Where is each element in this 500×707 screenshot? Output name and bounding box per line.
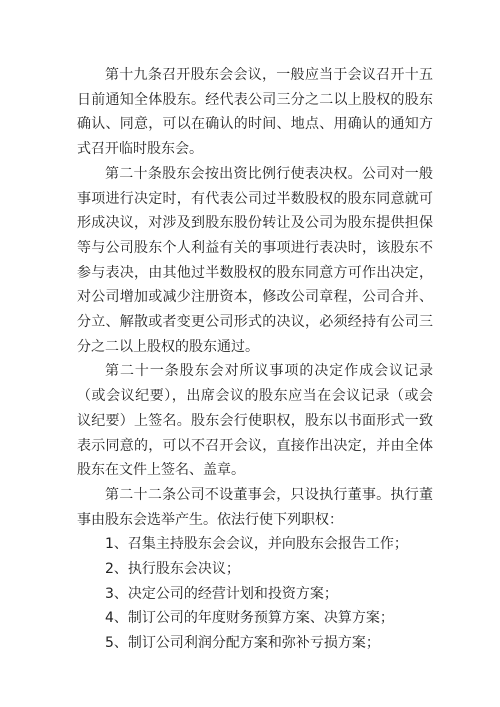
article-21-paragraph: 第二十一条股东会对所议事项的决定作成会议记录（或会议纪要），出席会议的股东应当在会议记录（或会议纪要）上签名。股东会行使职权，股东以书面形式一致表示同意的，可以不召开会议，直接作出决定，并由全体股东在文件上签名、盖章。 [77, 363, 433, 479]
duty-list-item-4: 4、制订公司的年度财务预算方案、决算方案； [105, 610, 394, 627]
duty-list-item-3: 3、决定公司的经营计划和投资方案； [105, 585, 338, 602]
document-body [77, 63, 433, 656]
article-20-paragraph: 第二十条股东会按出资比例行使表决权。公司对一般事项进行决定时，有代表公司过半数股权的股东同意就可形成决议，对涉及到股东股份转让及公司为股东提供担保等与公司股东个人利益有关的事项进行表决时，该股东不参与表决，由其他过半数股权的股东同意方可作出决定，对公司增加或减少注册资本，修改公司章程，公司合并、分立、解散或者变更公司形式的决议，必须经持有公司三分之二以上股权的股东通过。 [77, 165, 433, 355]
duty-list-item-1: 1、召集主持股东会会议，并向股东会报告工作； [105, 536, 408, 553]
article-22-paragraph: 第二十二条公司不设董事会，只设执行董事。执行董事由股东会选举产生。依法行使下列职权： [77, 486, 433, 528]
duty-list-item-2: 2、执行股东会决议； [105, 561, 240, 578]
duty-list-item-5: 5、制订公司利润分配方案和弥补亏损方案； [105, 635, 380, 652]
article-19-paragraph: 第十九条召开股东会会议，一般应当于会议召开十五日前通知全体股东。经代表公司三分之二以上股权的股东确认、同意，可以在确认的时间、地点、用确认的通知方式召开临时股东会。 [77, 67, 433, 158]
